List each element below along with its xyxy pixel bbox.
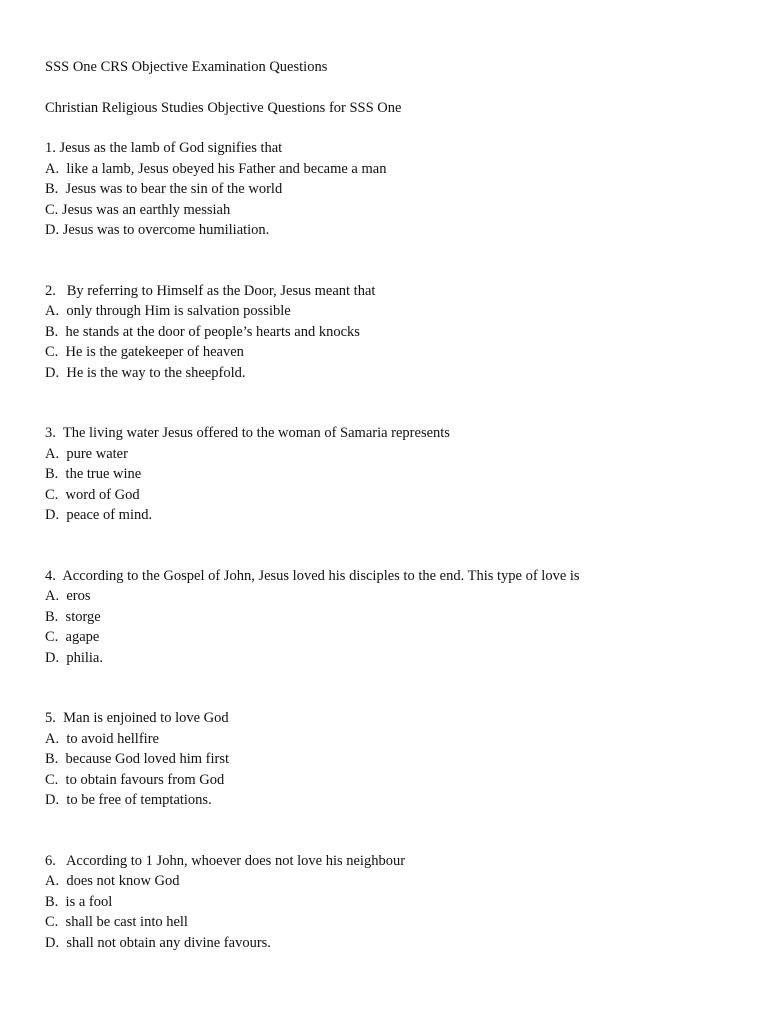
question-2 — [45, 281, 745, 384]
question-stem: 5. Man is enjoined to love God — [45, 710, 229, 726]
option-b: B. the true wine — [45, 466, 142, 482]
question-stem: 6. According to 1 John, whoever does not love his neighbour — [45, 852, 406, 869]
option-a: A. like a lamb, Jesus obeyed his Father and became a man — [45, 160, 387, 177]
option-c: C. He is the gatekeeper of heaven — [45, 344, 244, 360]
option-b: B. because God loved him first — [45, 751, 230, 767]
question-stem: 4. According to the Gospel of John, Jesus loved his disciples to the end. This type of love is — [45, 567, 580, 584]
option-c: C. shall be cast into hell — [45, 914, 188, 930]
option-b: B. he stands at the door of people’s hearts and knocks — [45, 323, 360, 340]
option-c: C. word of God — [45, 486, 140, 503]
question-stem: 1. Jesus as the lamb of God signifies that — [45, 140, 283, 156]
option-b: B. Jesus was to bear the sin of the world — [45, 181, 283, 197]
option-c: C. agape — [45, 629, 100, 645]
question-5 — [45, 708, 745, 811]
option-d: D. peace of mind. — [45, 507, 153, 523]
question-3 — [45, 423, 745, 526]
document-title: SSS One CRS Objective Examination Questions — [45, 59, 328, 75]
question-stem: 2. By referring to Himself as the Door, Jesus meant that — [45, 282, 376, 299]
option-d: D. shall not obtain any divine favours. — [45, 934, 271, 951]
document-page — [45, 57, 745, 953]
option-a: A. to avoid hellfire — [45, 730, 159, 747]
question-1 — [45, 138, 745, 241]
option-d: D. to be free of temptations. — [45, 792, 212, 808]
option-d: D. He is the way to the sheepfold. — [45, 364, 246, 381]
option-b: B. storge — [45, 608, 101, 625]
option-a: A. does not know God — [45, 873, 180, 889]
option-c: C. Jesus was an earthly messiah — [45, 201, 231, 218]
option-a: A. only through Him is salvation possible — [45, 303, 291, 319]
document-subtitle: Christian Religious Studies Objective Questions for SSS One — [45, 99, 402, 116]
option-d: D. Jesus was to overcome humiliation. — [45, 222, 270, 238]
option-a: A. pure water — [45, 445, 128, 462]
option-a: A. eros — [45, 588, 91, 604]
option-b: B. is a fool — [45, 893, 113, 910]
question-6 — [45, 851, 745, 954]
option-d: D. philia. — [45, 649, 103, 666]
question-stem: 3. The living water Jesus offered to the woman of Samaria represents — [45, 425, 450, 441]
option-c: C. to obtain favours from God — [45, 771, 225, 788]
question-4 — [45, 566, 745, 669]
